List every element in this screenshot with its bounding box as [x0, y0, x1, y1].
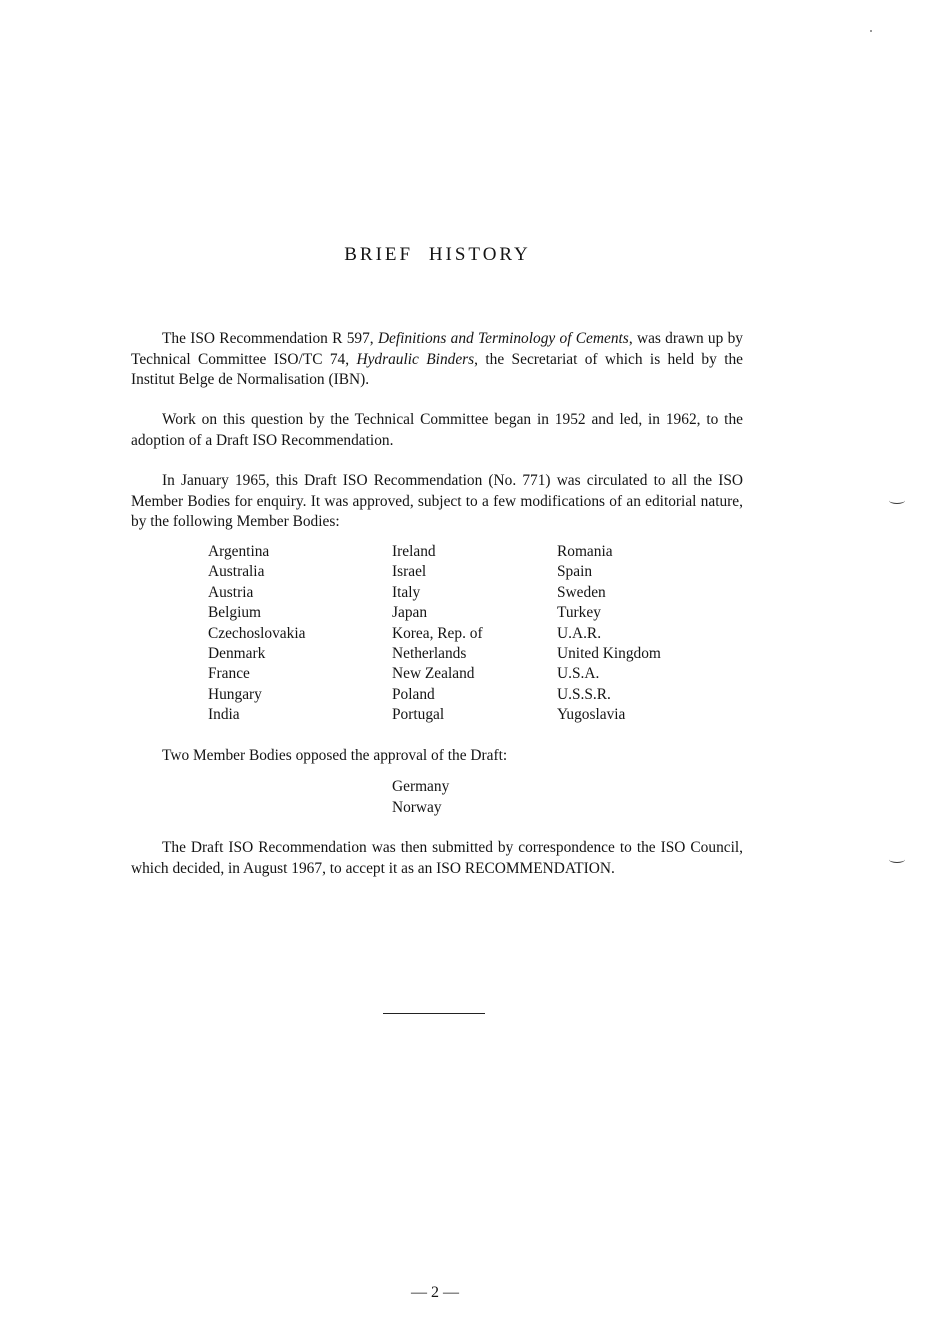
member-body: Portugal	[392, 706, 445, 724]
member-body: Norway	[392, 798, 442, 816]
member-body: Germany	[392, 778, 450, 795]
member-body: Yugoslavia	[557, 706, 626, 724]
history-paragraph-acceptance: The Draft ISO Recommendation was then submitted by correspondence to the ISO Council, which decided, in August 1967, to accept it as an ISO RECOMMENDATION.	[131, 839, 743, 877]
member-body: Sweden	[557, 583, 606, 601]
section-divider	[383, 1013, 485, 1014]
member-body: Poland	[392, 685, 435, 703]
approving-members-column-3	[557, 542, 661, 726]
history-paragraph-work: Work on this question by the Technical Committee began in 1952 and led, in 1962, to the adoption of a Draft ISO Recommendation.	[131, 411, 743, 449]
committee-name: Hydraulic Binders	[356, 350, 475, 368]
member-body: Belgium	[208, 604, 262, 622]
approving-members-column-2	[392, 542, 483, 726]
member-body: Denmark	[208, 645, 266, 663]
history-paragraph-enquiry: In January 1965, this Draft ISO Recommendation (No. 771) was circulated to all the ISO Member Bodies for enquiry. It was approved, subject to a few modifications of an editorial nature, by the following Member Bodies:	[131, 472, 743, 530]
member-body: Argentina	[208, 543, 270, 560]
member-body: Austria	[208, 583, 254, 601]
member-body: Romania	[557, 543, 613, 560]
member-body: Japan	[392, 604, 428, 622]
history-paragraph-origin	[131, 329, 743, 391]
history-paragraph-opposition: Two Member Bodies opposed the approval of the Draft:	[162, 747, 508, 764]
member-body: India	[208, 706, 240, 724]
paragraph-text: , was drawn up by Technical Committee ISO/TC 74,	[131, 330, 743, 368]
approving-members-column-1	[208, 542, 305, 726]
member-body: Ireland	[392, 543, 436, 560]
scan-artifact-mark	[889, 497, 905, 504]
paragraph-text: , the Secretariat of which is held by the Institut Belge de Normalisation (IBN).	[131, 350, 744, 388]
member-body: U.S.S.R.	[557, 685, 611, 703]
paragraph-text: The ISO Recommendation R 597,	[162, 330, 378, 347]
member-body: United Kingdom	[557, 645, 661, 663]
opposing-members-list	[392, 777, 449, 818]
member-body: Hungary	[208, 685, 262, 703]
scan-artifact-mark	[889, 856, 905, 863]
member-body: Italy	[392, 583, 421, 601]
member-body: U.S.A.	[557, 665, 600, 683]
member-body: Czechoslovakia	[208, 624, 306, 642]
member-body: Netherlands	[392, 645, 467, 663]
recommendation-title: Definitions and Terminology of Cements	[377, 330, 629, 347]
page-number: — 2 —	[411, 1284, 459, 1301]
member-body: Australia	[208, 563, 265, 581]
page-title: BRIEF HISTORY	[344, 244, 531, 265]
member-body: New Zealand	[392, 665, 475, 683]
member-body: Israel	[392, 563, 427, 581]
member-body: Turkey	[557, 604, 601, 622]
member-body: Korea, Rep. of	[392, 624, 483, 642]
member-body: France	[208, 665, 250, 683]
scan-artifact-speck	[870, 30, 872, 32]
member-body: Spain	[557, 563, 593, 581]
member-body: U.A.R.	[557, 624, 602, 642]
